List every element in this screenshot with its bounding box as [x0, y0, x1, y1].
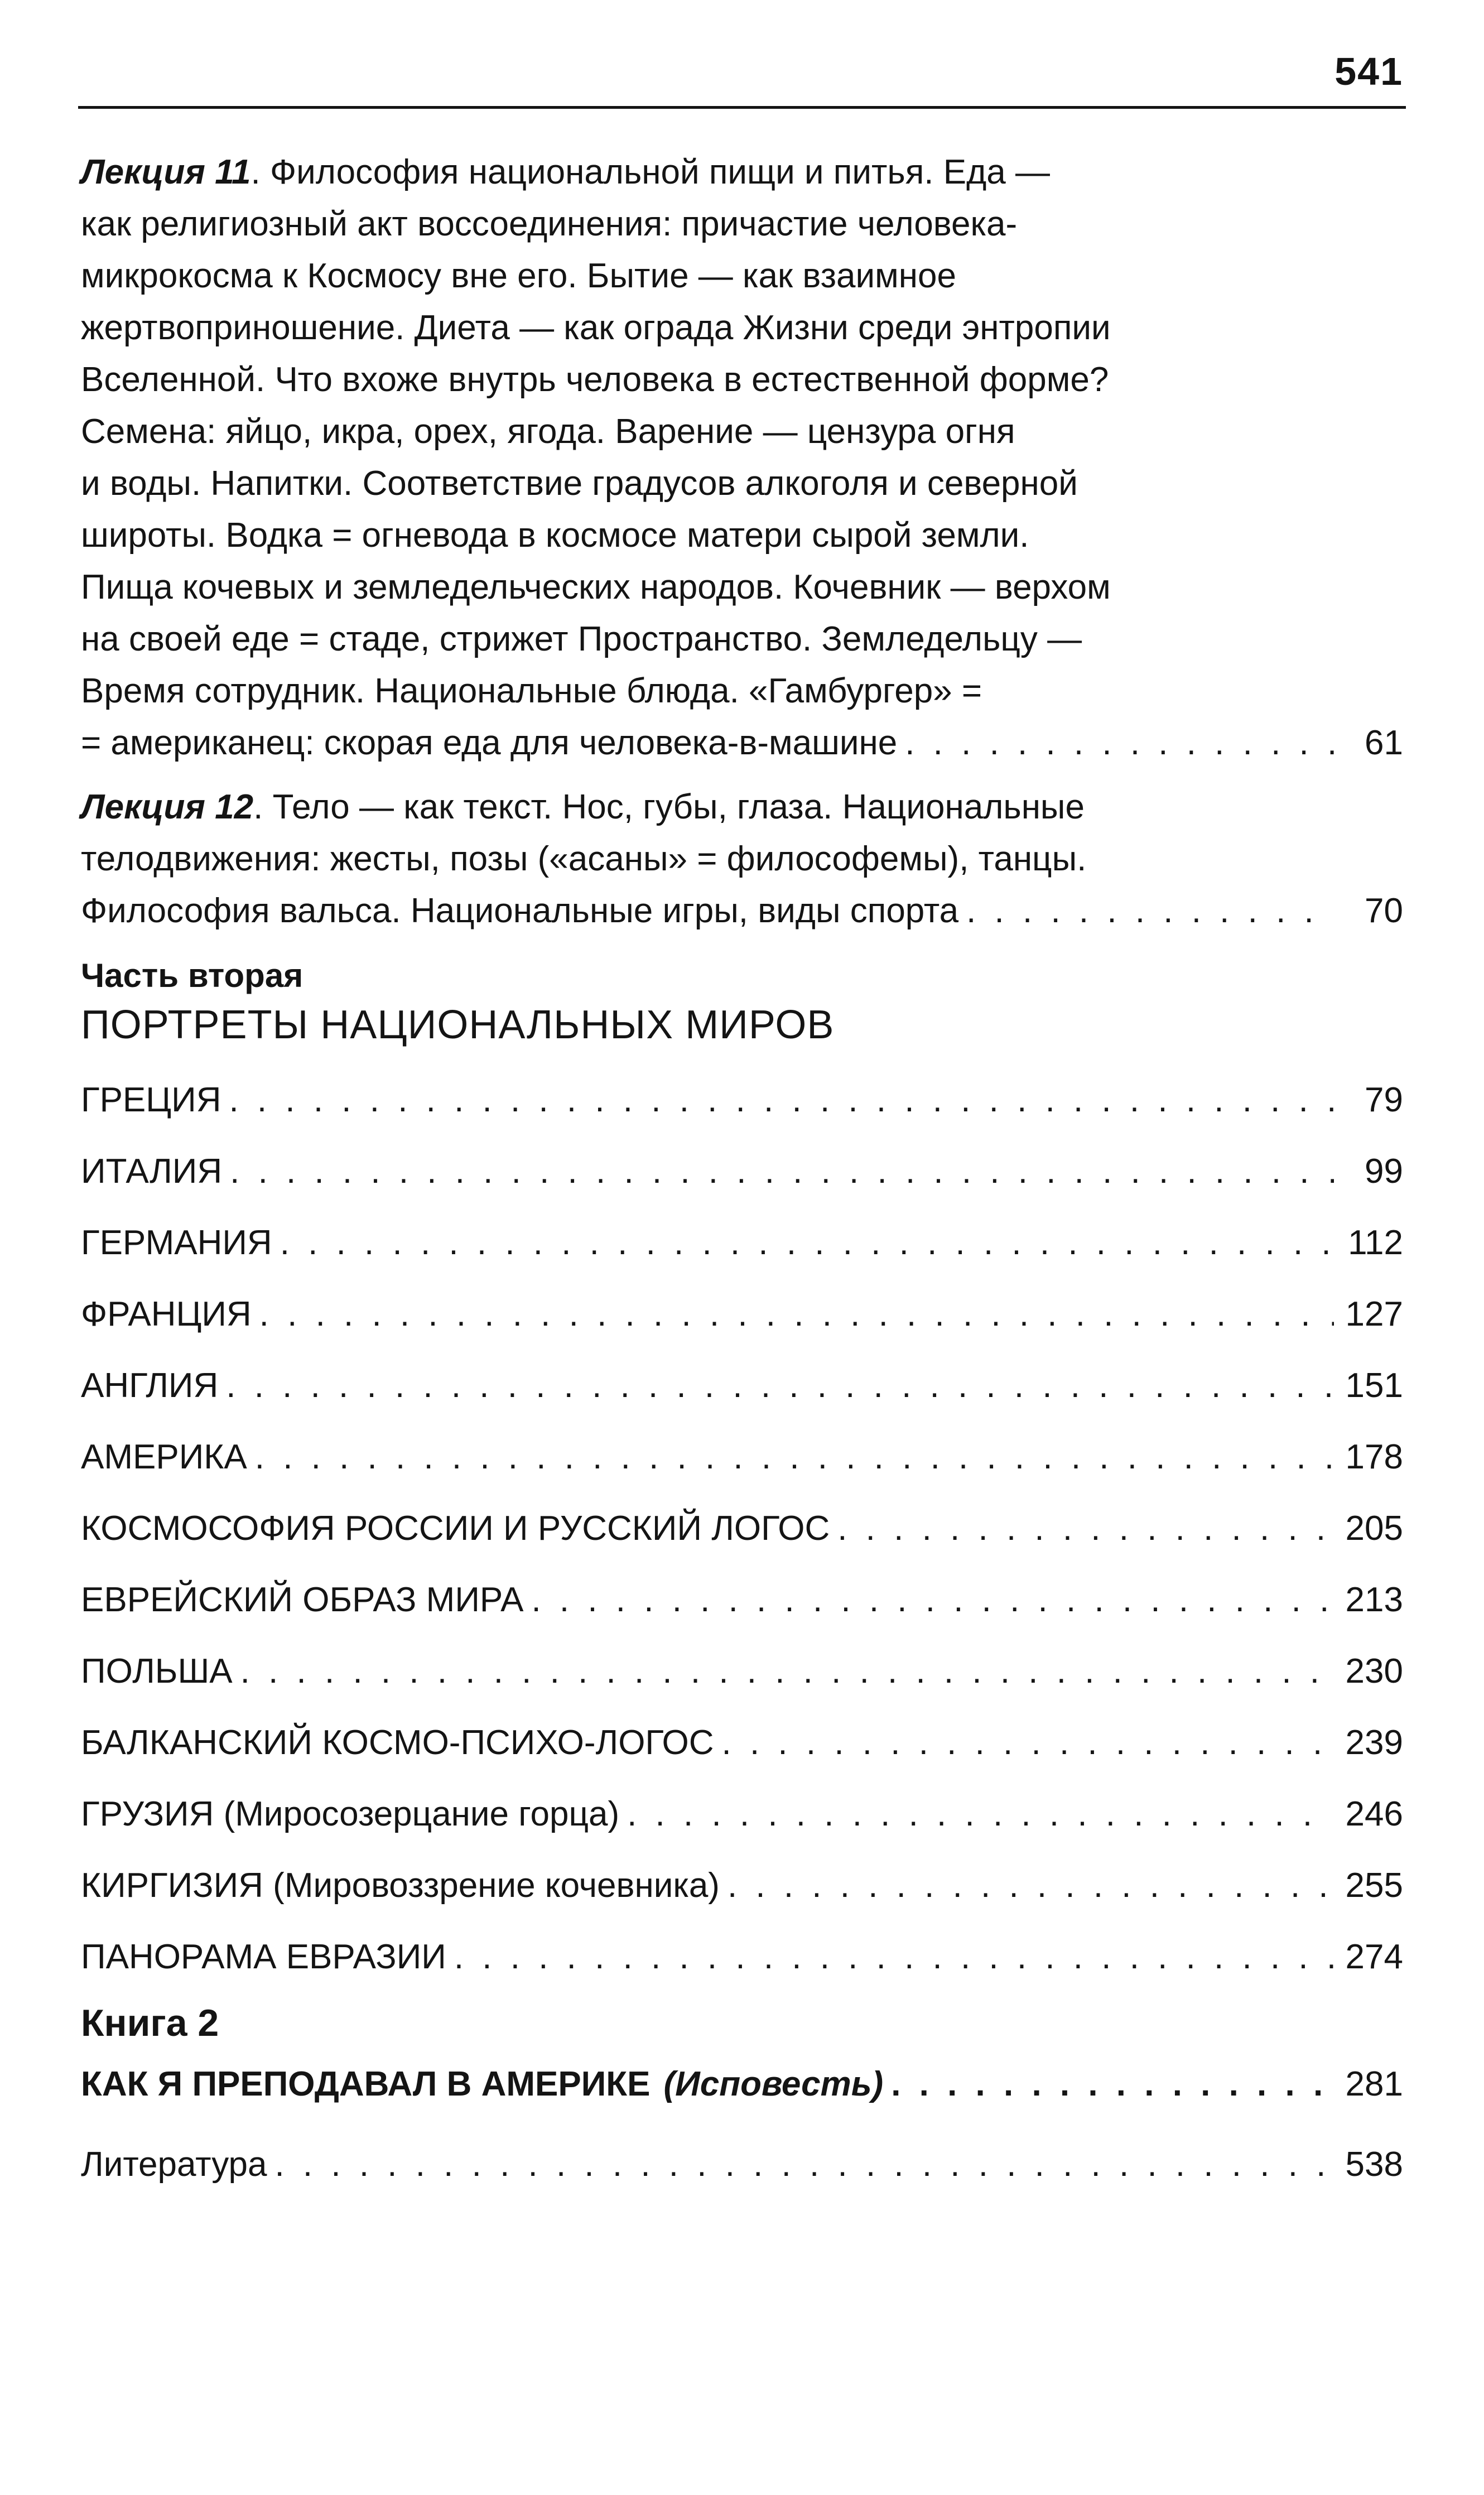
toc-title: ЕВРЕЙСКИЙ ОБРАЗ МИРА — [81, 1580, 524, 1619]
page-ref: 112 — [1348, 1223, 1403, 1262]
literature-title: Литература — [81, 2145, 267, 2184]
lecture-11-entry: Лекция 11. Философия национальной пищи и питья. Еда — как религиозный акт воссоединения: причастие человека- микрокосма к Космосу вне его. Бытие — как взаимное жертвоприношение. Диета — как ограда Жизни среди энтропии Вселенной. Что вхоже внутрь человека в естественной форме? Семена: яйцо, икра, орех, ягода. Варение — цензура огня и воды. Напитки. Соответствие градусов алкоголя и северной широты. Водка = огневода в космосе матери сырой земли. Пища кочевых и земледельческих народов. Кочевник — верхом на своей еде = стаде, стрижет Пространство. Земледельцу — Время сотрудник. Национальные блюда. «Гамбургер» = = американец: скорая еда для человека-в-машине . . . 61 — [81, 146, 1403, 769]
dot-leader — [255, 1431, 1334, 1483]
lecture-text-line: Пища кочевых и земледельческих народов. Кочевник — верхом — [81, 568, 1111, 606]
lecture-text-line: телодвижения: жесты, позы («асаны» = философемы), танцы. — [81, 840, 1087, 878]
lecture-text-line: Тело — как текст. Нос, губы, глаза. Национальные — [272, 788, 1085, 826]
lecture-text-line: жертвоприношение. Диета — как ограда Жизни среди энтропии — [81, 309, 1111, 347]
toc-title: АМЕРИКА — [81, 1437, 247, 1476]
page-ref: 61 — [1365, 724, 1403, 762]
toc-entry — [81, 1064, 1403, 1135]
dot-leader — [905, 717, 1334, 769]
dot-leader — [454, 1931, 1334, 1983]
lecture-text-line: как религиозный акт воссоединения: причастие человека- — [81, 205, 1018, 243]
toc-title: КОСМОСОФИЯ РОССИИ И РУССКИЙ ЛОГОС — [81, 1509, 830, 1548]
page-ref: 151 — [1345, 1366, 1403, 1405]
toc-entry — [81, 1849, 1403, 1921]
dot-leader — [837, 1502, 1334, 1554]
dot-leader — [226, 1360, 1334, 1412]
part-label: Часть вторая — [81, 957, 303, 994]
lecture-text-line: Семена: яйцо, икра, орех, ягода. Варение — цензура огня — [81, 412, 1015, 451]
dot-leader — [722, 1717, 1334, 1769]
toc-entry — [81, 1207, 1403, 1278]
book-entry — [81, 2048, 1403, 2120]
toc-title: АНГЛИЯ — [81, 1366, 219, 1405]
lecture-label: Лекция 12 — [81, 788, 254, 826]
book-label: Книга 2 — [81, 2002, 219, 2044]
dot-leader — [240, 1645, 1334, 1697]
toc-title: ГРУЗИЯ (Миросозерцание горца) — [81, 1794, 620, 1833]
toc-title: ГЕРМАНИЯ — [81, 1223, 272, 1262]
dot-leader — [531, 1574, 1334, 1626]
book-subtitle: (Исповесть) — [663, 2064, 884, 2103]
toc-title: ПОЛЬША — [81, 1651, 233, 1690]
lecture-text-line: Вселенной. Что вхоже внутрь человека в естественной форме? — [81, 360, 1109, 399]
lecture-text-line: микрокосма к Космосу вне его. Бытие — как взаимное — [81, 257, 956, 295]
toc-list — [81, 1064, 1403, 1992]
toc-entry — [81, 1492, 1403, 1564]
lecture-12-entry: Лекция 12. Тело — как текст. Нос, губы, глаза. Национальные телодвижения: жесты, позы («асаны» = философемы), танцы. Философия вальса. Национальные игры, виды спорта . . . 70 — [81, 781, 1403, 937]
page-ref: 79 — [1365, 1080, 1403, 1119]
toc-title: КИРГИЗИЯ (Мировоззрение кочевника) — [81, 1866, 720, 1905]
page-ref: 99 — [1365, 1152, 1403, 1191]
page-ref: 213 — [1345, 1580, 1403, 1619]
page-ref: 178 — [1345, 1437, 1403, 1476]
toc-title: ФРАНЦИЯ — [81, 1294, 252, 1333]
toc-entry — [81, 1564, 1403, 1635]
dot-leader — [259, 1288, 1334, 1340]
toc-entry — [81, 1778, 1403, 1849]
dot-leader — [280, 1217, 1334, 1269]
lecture-text-line: Философия вальса. Национальные игры, виды спорта — [81, 892, 959, 930]
page-ref: 255 — [1345, 1866, 1403, 1905]
lecture-text-line: Время сотрудник. Национальные блюда. «Гамбургер» = — [81, 672, 982, 710]
lecture-text-line: широты. Водка = огневода в космосе матери сырой земли. — [81, 516, 1029, 555]
page-ref: 246 — [1345, 1794, 1403, 1833]
page-ref: 538 — [1345, 2145, 1403, 2184]
toc-title: ПАНОРАМА ЕВРАЗИИ — [81, 1937, 446, 1976]
dot-leader — [230, 1145, 1334, 1197]
toc-entry — [81, 1278, 1403, 1350]
header-rule — [78, 106, 1406, 109]
lecture-text-line: на своей еде = стаде, стрижет Пространство. Земледельцу — — [81, 620, 1082, 658]
lecture-label: Лекция 11 — [81, 153, 251, 191]
dot-leader — [727, 1860, 1334, 1911]
lecture-text-line: = американец: скорая еда для человека-в-машине — [81, 724, 898, 762]
toc-entry — [81, 1421, 1403, 1492]
toc-entry — [81, 1635, 1403, 1707]
dot-leader — [891, 2058, 1334, 2110]
dot-leader — [627, 1788, 1334, 1840]
table-of-contents — [81, 146, 1403, 2200]
lecture-text-line: Философия национальной пищи и питья. Еда — — [269, 153, 1050, 191]
toc-entry — [81, 1350, 1403, 1421]
literature-entry — [81, 2128, 1403, 2200]
page-ref: 127 — [1345, 1294, 1403, 1333]
part-title: ПОРТРЕТЫ НАЦИОНАЛЬНЫХ МИРОВ — [81, 1003, 835, 1047]
toc-title: ИТАЛИЯ — [81, 1152, 223, 1191]
page-ref: 230 — [1345, 1651, 1403, 1690]
dot-leader — [229, 1074, 1334, 1126]
toc-entry — [81, 1921, 1403, 1992]
toc-entry — [81, 1707, 1403, 1778]
toc-entry — [81, 1135, 1403, 1207]
lecture-text-line: и воды. Напитки. Соответствие градусов алкоголя и северной — [81, 464, 1078, 503]
dot-leader — [966, 885, 1334, 937]
toc-title: БАЛКАНСКИЙ КОСМО-ПСИХО-ЛОГОС — [81, 1723, 714, 1762]
dot-leader — [274, 2138, 1334, 2190]
page-number: 541 — [1334, 50, 1403, 93]
page-ref: 281 — [1345, 2064, 1403, 2103]
book-title: КАК Я ПРЕПОДАВАЛ В АМЕРИКЕ — [81, 2064, 651, 2103]
page-ref: 70 — [1365, 892, 1403, 930]
page-ref: 205 — [1345, 1509, 1403, 1548]
toc-title: ГРЕЦИЯ — [81, 1080, 221, 1119]
page-ref: 274 — [1345, 1937, 1403, 1976]
page-ref: 239 — [1345, 1723, 1403, 1762]
